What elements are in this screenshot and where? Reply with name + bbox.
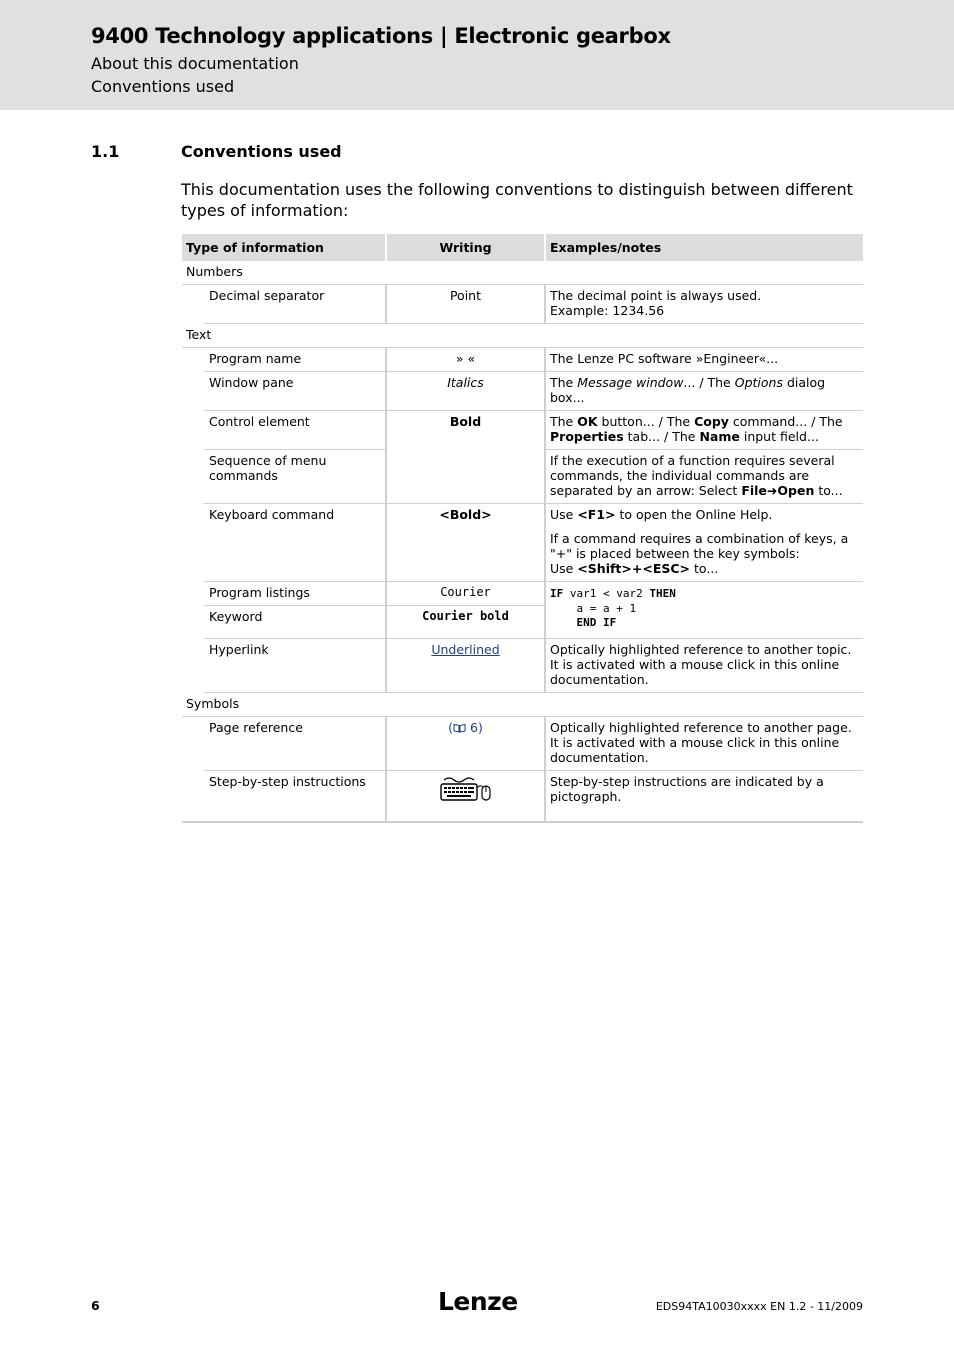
row-note: Optically highlighted reference to another page. It is activated with a mouse click in this online documentation.: [545, 717, 863, 771]
row-writing: Courier: [386, 582, 545, 606]
row-label: Control element: [204, 411, 386, 450]
row-note: Step-by-step instructions are indicated by a pictograph.: [545, 771, 863, 823]
row-writing: Point: [386, 285, 545, 324]
arrow-right-icon: ➜: [766, 483, 778, 498]
row-label: Keyword: [204, 606, 386, 639]
table-row: [182, 285, 863, 324]
code-example: IF var1 < var2 THEN a = a + 1 END IF: [545, 582, 863, 639]
row-writing: [386, 771, 545, 823]
category-symbols: Symbols: [182, 693, 863, 717]
page-number: 6: [91, 1298, 100, 1313]
row-note: The Lenze PC software »Engineer«...: [545, 348, 863, 372]
row-writing: Bold: [386, 411, 545, 504]
table-row: [182, 372, 863, 411]
row-label: Window pane: [204, 372, 386, 411]
category-row: [182, 693, 863, 717]
page-reference-link[interactable]: ( 6): [448, 720, 483, 735]
row-note: The OK button... / The Copy command... / The Properties tab... / The Name input field...: [545, 411, 863, 450]
header-type: Type of information: [182, 234, 386, 261]
row-note: The decimal point is always used. Example: 1234.56: [545, 285, 863, 324]
table-row: [182, 717, 863, 771]
row-note: Optically highlighted reference to another topic. It is activated with a mouse click in this online documentation.: [545, 639, 863, 693]
section-title: Conventions used: [181, 142, 342, 161]
table-header-row: [182, 234, 863, 261]
table-row: [182, 639, 863, 693]
row-label: Program name: [204, 348, 386, 372]
row-label: Sequence of menu commands: [204, 450, 386, 504]
category-numbers: Numbers: [182, 261, 863, 285]
row-label: Decimal separator: [204, 285, 386, 324]
conventions-table: [182, 234, 863, 823]
row-writing: [386, 717, 545, 771]
section-breadcrumb: Conventions used: [91, 77, 235, 96]
table-row: [182, 348, 863, 372]
table-row: [182, 771, 863, 823]
row-label: Program listings: [204, 582, 386, 606]
row-writing: [386, 639, 545, 693]
table-row: [182, 582, 863, 606]
category-row: [182, 324, 863, 348]
intro-paragraph: This documentation uses the following conventions to distinguish between different types of information:: [181, 180, 853, 220]
header-writing: Writing: [386, 234, 545, 261]
row-label: Step-by-step instructions: [204, 771, 386, 823]
page-header: [0, 0, 954, 110]
doc-reference: EDS94TA10030xxxx EN 1.2 - 11/2009: [655, 1300, 863, 1313]
row-writing: Italics: [386, 372, 545, 411]
row-note: Use <F1> to open the Online Help. If a command requires a combination of keys, a "+" is placed between the key symbols: Use <Shift>+<ESC> to...: [545, 504, 863, 582]
section-number: 1.1: [91, 142, 120, 161]
row-writing: Courier bold: [386, 606, 545, 639]
header-examples: Examples/notes: [545, 234, 863, 261]
category-row: [182, 261, 863, 285]
row-label: Page reference: [204, 717, 386, 771]
hyperlink-sample[interactable]: Underlined: [431, 642, 500, 657]
table-row: [182, 504, 863, 582]
row-writing: » «: [386, 348, 545, 372]
row-writing: <Bold>: [386, 504, 545, 582]
chapter-title: About this documentation: [91, 54, 299, 73]
lenze-logo: Lenze: [438, 1287, 518, 1316]
row-label: Hyperlink: [204, 639, 386, 693]
book-icon: [453, 723, 466, 733]
keyboard-mouse-icon: [439, 774, 493, 804]
category-text: Text: [182, 324, 863, 348]
table-row: [182, 411, 863, 450]
row-label: Keyboard command: [204, 504, 386, 582]
row-note: The Message window... / The Options dialog box...: [545, 372, 863, 411]
row-note: If the execution of a function requires several commands, the individual commands are separated by an arrow: Select File➜Open to...: [545, 450, 863, 504]
doc-title: 9400 Technology applications | Electronic gearbox: [91, 24, 671, 48]
